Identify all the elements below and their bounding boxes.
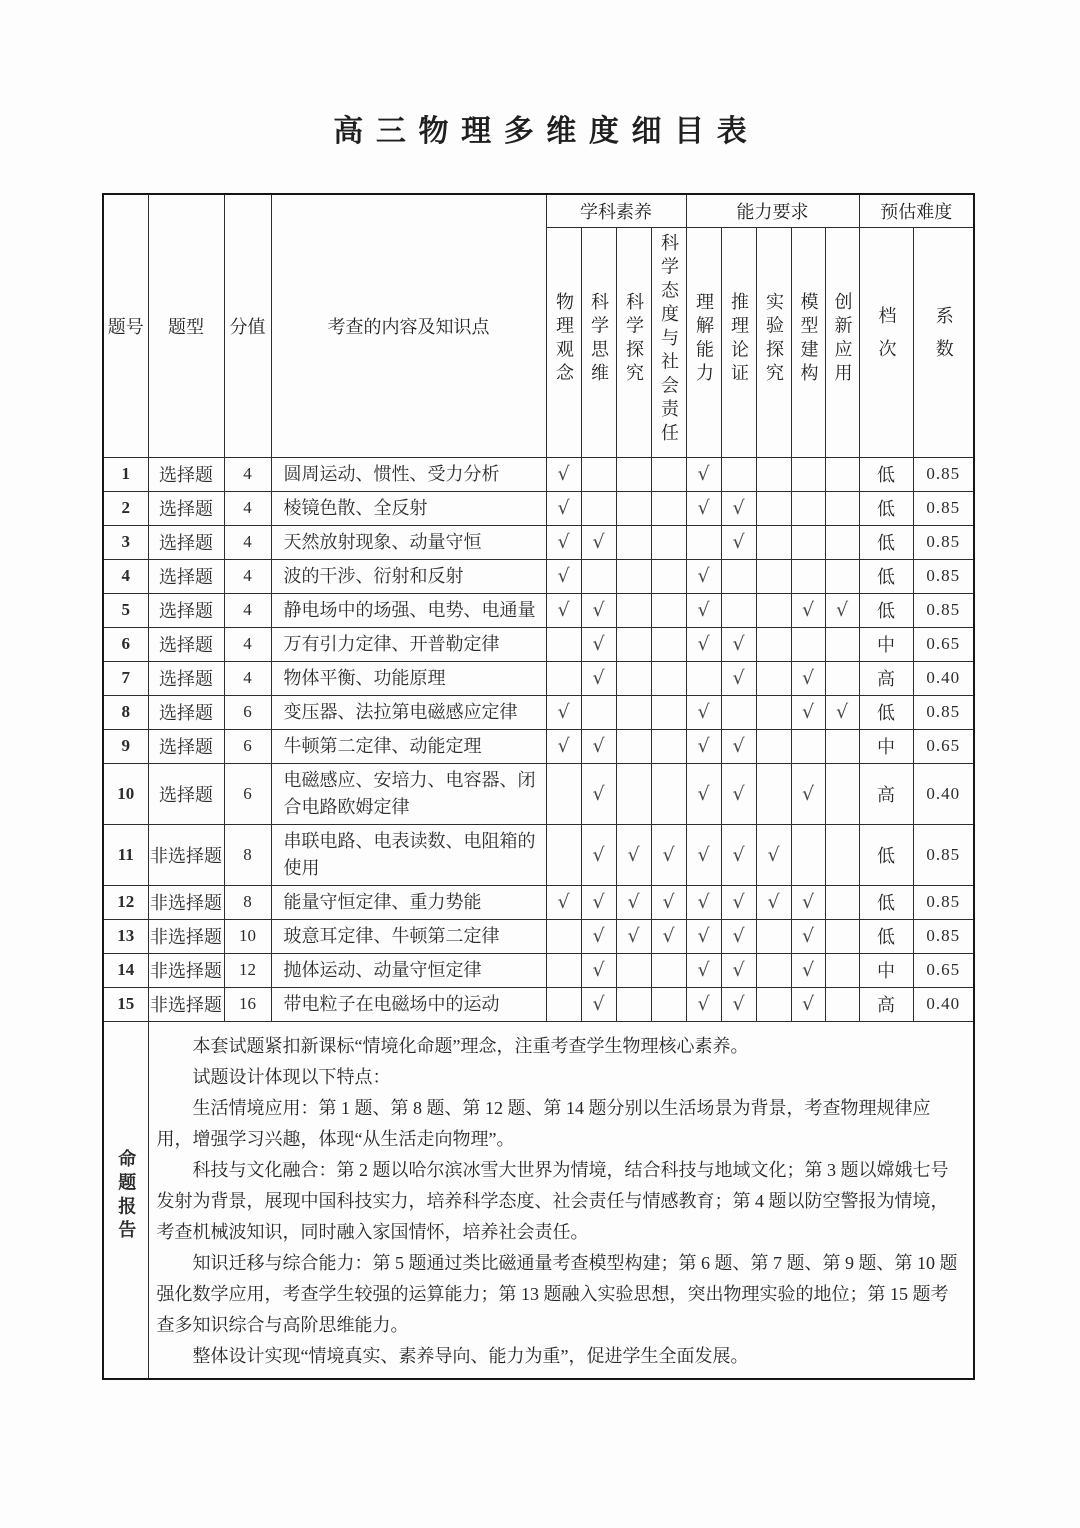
check-cell <box>756 593 791 627</box>
check-cell: √ <box>721 987 756 1021</box>
qtype-cell: 选择题 <box>148 661 224 695</box>
check-cell: √ <box>581 763 616 824</box>
check-cell: √ <box>825 593 859 627</box>
qno-cell: 13 <box>103 919 148 953</box>
check-cell: √ <box>825 695 859 729</box>
check-cell: √ <box>721 661 756 695</box>
check-cell: √ <box>651 919 686 953</box>
check-cell <box>791 457 825 491</box>
check-cell: √ <box>791 763 825 824</box>
check-cell: √ <box>721 763 756 824</box>
col-header-scientific-inquiry-label: 科学探究 <box>623 291 644 388</box>
check-cell: √ <box>791 885 825 919</box>
check-cell: √ <box>686 457 721 491</box>
content-cell: 变压器、法拉第电磁感应定律 <box>271 695 546 729</box>
points-cell: 4 <box>224 525 271 559</box>
points-cell: 16 <box>224 987 271 1021</box>
check-cell <box>791 525 825 559</box>
check-cell <box>825 457 859 491</box>
check-cell <box>616 729 651 763</box>
col-header-experiment <box>756 227 791 457</box>
check-cell <box>651 953 686 987</box>
table-row <box>103 661 974 695</box>
coef-cell: 0.85 <box>913 525 974 559</box>
content-cell: 棱镜色散、全反射 <box>271 491 546 525</box>
coef-cell: 0.85 <box>913 491 974 525</box>
coef-cell: 0.65 <box>913 729 974 763</box>
check-cell <box>825 885 859 919</box>
content-cell: 电磁感应、安培力、电容器、闭合电路欧姆定律 <box>271 763 546 824</box>
qtype-cell: 选择题 <box>148 695 224 729</box>
coef-cell: 0.85 <box>913 824 974 885</box>
check-cell: √ <box>581 627 616 661</box>
check-cell: √ <box>546 559 581 593</box>
col-header-points: 分值 <box>224 194 271 457</box>
check-cell <box>721 559 756 593</box>
coef-cell: 0.40 <box>913 763 974 824</box>
report-paragraph: 生活情境应用：第 1 题、第 8 题、第 12 题、第 14 题分别以生活场景为背景，考查物理规律应用，增强学习兴趣，体现“从生活走向物理”。 <box>156 1097 931 1149</box>
points-cell: 6 <box>224 763 271 824</box>
qtype-cell: 非选择题 <box>148 824 224 885</box>
level-cell: 低 <box>859 824 913 885</box>
col-header-reasoning <box>721 227 756 457</box>
check-cell <box>581 491 616 525</box>
check-cell <box>546 919 581 953</box>
content-cell: 圆周运动、惯性、受力分析 <box>271 457 546 491</box>
points-cell: 10 <box>224 919 271 953</box>
check-cell: √ <box>686 919 721 953</box>
level-cell: 低 <box>859 919 913 953</box>
check-cell <box>616 661 651 695</box>
check-cell: √ <box>791 919 825 953</box>
check-cell: √ <box>791 695 825 729</box>
table-row <box>103 824 974 885</box>
check-cell: √ <box>791 953 825 987</box>
report-paragraph: 整体设计实现“情境真实、素养导向、能力为重”，促进学生全面发展。 <box>192 1345 749 1366</box>
points-cell: 12 <box>224 953 271 987</box>
table-row <box>103 593 974 627</box>
coef-cell: 0.65 <box>913 627 974 661</box>
qno-cell: 7 <box>103 661 148 695</box>
check-cell: √ <box>721 953 756 987</box>
check-cell: √ <box>581 824 616 885</box>
check-cell <box>651 729 686 763</box>
check-cell <box>825 919 859 953</box>
coef-cell: 0.85 <box>913 885 974 919</box>
points-cell: 4 <box>224 593 271 627</box>
check-cell <box>616 953 651 987</box>
check-cell <box>651 457 686 491</box>
table-row <box>103 953 974 987</box>
check-cell: √ <box>651 824 686 885</box>
col-header-scientific-inquiry <box>616 227 651 457</box>
check-cell <box>756 559 791 593</box>
points-cell: 4 <box>224 491 271 525</box>
points-cell: 8 <box>224 824 271 885</box>
check-cell <box>616 525 651 559</box>
check-cell <box>651 593 686 627</box>
col-header-reasoning-label: 推理论证 <box>728 291 749 388</box>
group-header-difficulty: 预估难度 <box>859 194 974 227</box>
check-cell: √ <box>581 661 616 695</box>
qtype-cell: 选择题 <box>148 457 224 491</box>
check-cell <box>616 987 651 1021</box>
report-label-cell <box>103 1021 148 1379</box>
qno-cell: 14 <box>103 953 148 987</box>
check-cell <box>546 824 581 885</box>
check-cell <box>651 763 686 824</box>
table-header <box>103 194 974 457</box>
check-cell <box>791 559 825 593</box>
check-cell: √ <box>686 987 721 1021</box>
qno-cell: 2 <box>103 491 148 525</box>
content-cell: 物体平衡、功能原理 <box>271 661 546 695</box>
col-header-level-label: 档次 <box>876 306 897 373</box>
check-cell: √ <box>651 885 686 919</box>
table-row <box>103 763 974 824</box>
table-row <box>103 695 974 729</box>
qtype-cell: 非选择题 <box>148 885 224 919</box>
check-cell <box>616 763 651 824</box>
check-cell: √ <box>721 729 756 763</box>
check-cell: √ <box>546 525 581 559</box>
check-cell <box>756 763 791 824</box>
level-cell: 低 <box>859 593 913 627</box>
check-cell <box>825 763 859 824</box>
group-header-row <box>103 194 974 227</box>
content-cell: 能量守恒定律、重力势能 <box>271 885 546 919</box>
check-cell <box>616 695 651 729</box>
check-cell <box>825 661 859 695</box>
points-cell: 6 <box>224 695 271 729</box>
check-cell <box>825 987 859 1021</box>
col-header-scientific-thinking <box>581 227 616 457</box>
check-cell: √ <box>581 987 616 1021</box>
content-cell: 万有引力定律、开普勒定律 <box>271 627 546 661</box>
check-cell: √ <box>756 885 791 919</box>
check-cell: √ <box>721 824 756 885</box>
check-cell: √ <box>581 919 616 953</box>
check-cell: √ <box>721 627 756 661</box>
coef-cell: 0.85 <box>913 593 974 627</box>
coef-cell: 0.40 <box>913 661 974 695</box>
check-cell <box>721 695 756 729</box>
check-cell <box>825 559 859 593</box>
check-cell: √ <box>721 885 756 919</box>
check-cell: √ <box>686 593 721 627</box>
check-cell <box>616 559 651 593</box>
points-cell: 4 <box>224 627 271 661</box>
col-header-coefficient <box>913 227 974 457</box>
coef-cell: 0.85 <box>913 457 974 491</box>
qtype-cell: 选择题 <box>148 491 224 525</box>
check-cell: √ <box>581 885 616 919</box>
col-header-qtype: 题型 <box>148 194 224 457</box>
qtype-cell: 选择题 <box>148 729 224 763</box>
report-label: 命题报告 <box>116 1149 137 1245</box>
check-cell <box>756 953 791 987</box>
table-row <box>103 457 974 491</box>
qno-cell: 5 <box>103 593 148 627</box>
report-paragraph: 知识迁移与综合能力：第 5 题通过类比磁通量考查模型构建；第 6 题、第 7 题、第 9 题、第 10 题强化数学应用，考查学生较强的运算能力；第 13 题融入实验思想，突出物理实验的地位；第 15 题考查多知识综合与高阶思维能力。 <box>156 1252 958 1335</box>
check-cell: √ <box>546 885 581 919</box>
qtype-cell: 非选择题 <box>148 919 224 953</box>
check-cell <box>756 695 791 729</box>
check-cell <box>651 661 686 695</box>
check-cell: √ <box>791 987 825 1021</box>
check-cell <box>825 729 859 763</box>
content-cell: 串联电路、电表读数、电阻箱的使用 <box>271 824 546 885</box>
check-cell <box>721 593 756 627</box>
report-row <box>103 1021 974 1379</box>
check-cell: √ <box>616 824 651 885</box>
coef-cell: 0.85 <box>913 695 974 729</box>
col-header-scientific-thinking-label: 科学思维 <box>588 291 609 388</box>
check-cell <box>791 491 825 525</box>
check-cell <box>651 525 686 559</box>
col-header-physics-concept-label: 物理观念 <box>553 291 574 388</box>
content-cell: 牛顿第二定律、动能定理 <box>271 729 546 763</box>
check-cell <box>616 457 651 491</box>
content-cell: 玻意耳定律、牛顿第二定律 <box>271 919 546 953</box>
check-cell <box>616 627 651 661</box>
coef-cell: 0.65 <box>913 953 974 987</box>
table-row <box>103 559 974 593</box>
check-cell <box>756 525 791 559</box>
group-header-literacy: 学科素养 <box>546 194 686 227</box>
group-header-ability: 能力要求 <box>686 194 859 227</box>
check-cell <box>825 525 859 559</box>
check-cell: √ <box>756 824 791 885</box>
content-cell: 波的干涉、衍射和反射 <box>271 559 546 593</box>
check-cell <box>546 987 581 1021</box>
table-row <box>103 885 974 919</box>
check-cell <box>546 763 581 824</box>
col-header-attitude-responsibility <box>651 227 686 457</box>
points-cell: 4 <box>224 559 271 593</box>
table-row <box>103 491 974 525</box>
check-cell <box>825 491 859 525</box>
col-header-coefficient-label: 系数 <box>933 306 954 373</box>
qtype-cell: 非选择题 <box>148 987 224 1021</box>
check-cell: √ <box>686 763 721 824</box>
check-cell: √ <box>686 824 721 885</box>
check-cell: √ <box>686 559 721 593</box>
check-cell <box>546 953 581 987</box>
check-cell <box>581 695 616 729</box>
check-cell: √ <box>686 491 721 525</box>
qno-cell: 3 <box>103 525 148 559</box>
check-cell <box>756 661 791 695</box>
check-cell <box>616 491 651 525</box>
report-paragraph: 本套试题紧扣新课标“情境化命题”理念，注重考查学生物理核心素养。 <box>192 1035 749 1056</box>
check-cell: √ <box>721 525 756 559</box>
level-cell: 高 <box>859 661 913 695</box>
check-cell: √ <box>581 953 616 987</box>
coef-cell: 0.85 <box>913 559 974 593</box>
qtype-cell: 选择题 <box>148 763 224 824</box>
check-cell <box>721 457 756 491</box>
spec-table <box>102 193 975 1380</box>
check-cell <box>651 627 686 661</box>
check-cell <box>686 525 721 559</box>
content-cell: 抛体运动、动量守恒定律 <box>271 953 546 987</box>
check-cell <box>791 627 825 661</box>
qno-cell: 12 <box>103 885 148 919</box>
check-cell <box>651 491 686 525</box>
check-cell <box>756 627 791 661</box>
table-row <box>103 627 974 661</box>
col-header-attitude-responsibility-label: 科学态度与社会责任 <box>658 232 679 447</box>
check-cell <box>651 987 686 1021</box>
col-header-experiment-label: 实验探究 <box>763 291 784 388</box>
page-title: 高三物理多维度细目表 <box>333 115 760 148</box>
check-cell <box>825 627 859 661</box>
col-header-innovation <box>825 227 859 457</box>
check-cell <box>756 457 791 491</box>
qno-cell: 11 <box>103 824 148 885</box>
check-cell: √ <box>581 525 616 559</box>
check-cell <box>581 559 616 593</box>
content-cell: 静电场中的场强、电势、电通量 <box>271 593 546 627</box>
check-cell: √ <box>546 491 581 525</box>
level-cell: 高 <box>859 763 913 824</box>
table-row <box>103 729 974 763</box>
report-body <box>148 1021 974 1379</box>
table-row <box>103 919 974 953</box>
check-cell <box>791 824 825 885</box>
check-cell: √ <box>686 729 721 763</box>
col-header-innovation-label: 创新应用 <box>832 291 853 388</box>
points-cell: 6 <box>224 729 271 763</box>
check-cell <box>825 953 859 987</box>
level-cell: 中 <box>859 953 913 987</box>
check-cell <box>825 824 859 885</box>
level-cell: 低 <box>859 525 913 559</box>
level-cell: 中 <box>859 729 913 763</box>
qtype-cell: 选择题 <box>148 627 224 661</box>
qtype-cell: 选择题 <box>148 559 224 593</box>
check-cell: √ <box>686 627 721 661</box>
report-paragraph: 科技与文化融合：第 2 题以哈尔滨冰雪大世界为情境，结合科技与地域文化；第 3 题以嫦娥七号发射为背景，展现中国科技实力，培养科学态度、社会责任与情感教育；第 4 题以防空警报为情境，考查机械波知识，同时融入家国情怀，培养社会责任。 <box>156 1159 949 1242</box>
level-cell: 中 <box>859 627 913 661</box>
table-row <box>103 525 974 559</box>
content-cell: 带电粒子在电磁场中的运动 <box>271 987 546 1021</box>
check-cell <box>616 593 651 627</box>
check-cell: √ <box>581 729 616 763</box>
col-header-model-construction-label: 模型建构 <box>798 291 819 388</box>
qno-cell: 4 <box>103 559 148 593</box>
col-header-content: 考查的内容及知识点 <box>271 194 546 457</box>
check-cell <box>756 729 791 763</box>
check-cell <box>581 457 616 491</box>
check-cell <box>756 919 791 953</box>
table-body <box>103 457 974 1021</box>
qno-cell: 6 <box>103 627 148 661</box>
level-cell: 低 <box>859 885 913 919</box>
level-cell: 低 <box>859 559 913 593</box>
check-cell: √ <box>616 885 651 919</box>
check-cell <box>546 627 581 661</box>
check-cell: √ <box>791 661 825 695</box>
report-paragraph: 试题设计体现以下特点： <box>192 1066 391 1087</box>
qno-cell: 8 <box>103 695 148 729</box>
level-cell: 低 <box>859 695 913 729</box>
table-row <box>103 987 974 1021</box>
content-cell: 天然放射现象、动量守恒 <box>271 525 546 559</box>
points-cell: 4 <box>224 661 271 695</box>
check-cell: √ <box>546 729 581 763</box>
check-cell <box>651 695 686 729</box>
check-cell: √ <box>686 695 721 729</box>
check-cell: √ <box>546 457 581 491</box>
check-cell: √ <box>721 919 756 953</box>
check-cell: √ <box>686 885 721 919</box>
level-cell: 低 <box>859 491 913 525</box>
coef-cell: 0.40 <box>913 987 974 1021</box>
col-header-understanding-label: 理解能力 <box>693 291 714 388</box>
col-header-level <box>859 227 913 457</box>
check-cell <box>756 491 791 525</box>
qtype-cell: 选择题 <box>148 593 224 627</box>
qtype-cell: 选择题 <box>148 525 224 559</box>
qtype-cell: 非选择题 <box>148 953 224 987</box>
col-header-understanding <box>686 227 721 457</box>
check-cell: √ <box>581 593 616 627</box>
qno-cell: 10 <box>103 763 148 824</box>
qno-cell: 1 <box>103 457 148 491</box>
check-cell <box>686 661 721 695</box>
check-cell: √ <box>546 593 581 627</box>
level-cell: 高 <box>859 987 913 1021</box>
level-cell: 低 <box>859 457 913 491</box>
qno-cell: 9 <box>103 729 148 763</box>
qno-cell: 15 <box>103 987 148 1021</box>
check-cell <box>791 729 825 763</box>
check-cell: √ <box>546 695 581 729</box>
report-section <box>103 1021 974 1379</box>
points-cell: 4 <box>224 457 271 491</box>
col-header-qno: 题号 <box>103 194 148 457</box>
coef-cell: 0.85 <box>913 919 974 953</box>
points-cell: 8 <box>224 885 271 919</box>
check-cell: √ <box>616 919 651 953</box>
col-header-physics-concept <box>546 227 581 457</box>
check-cell: √ <box>791 593 825 627</box>
check-cell <box>651 559 686 593</box>
check-cell <box>546 661 581 695</box>
col-header-model-construction <box>791 227 825 457</box>
check-cell: √ <box>721 491 756 525</box>
check-cell: √ <box>686 953 721 987</box>
check-cell <box>756 987 791 1021</box>
